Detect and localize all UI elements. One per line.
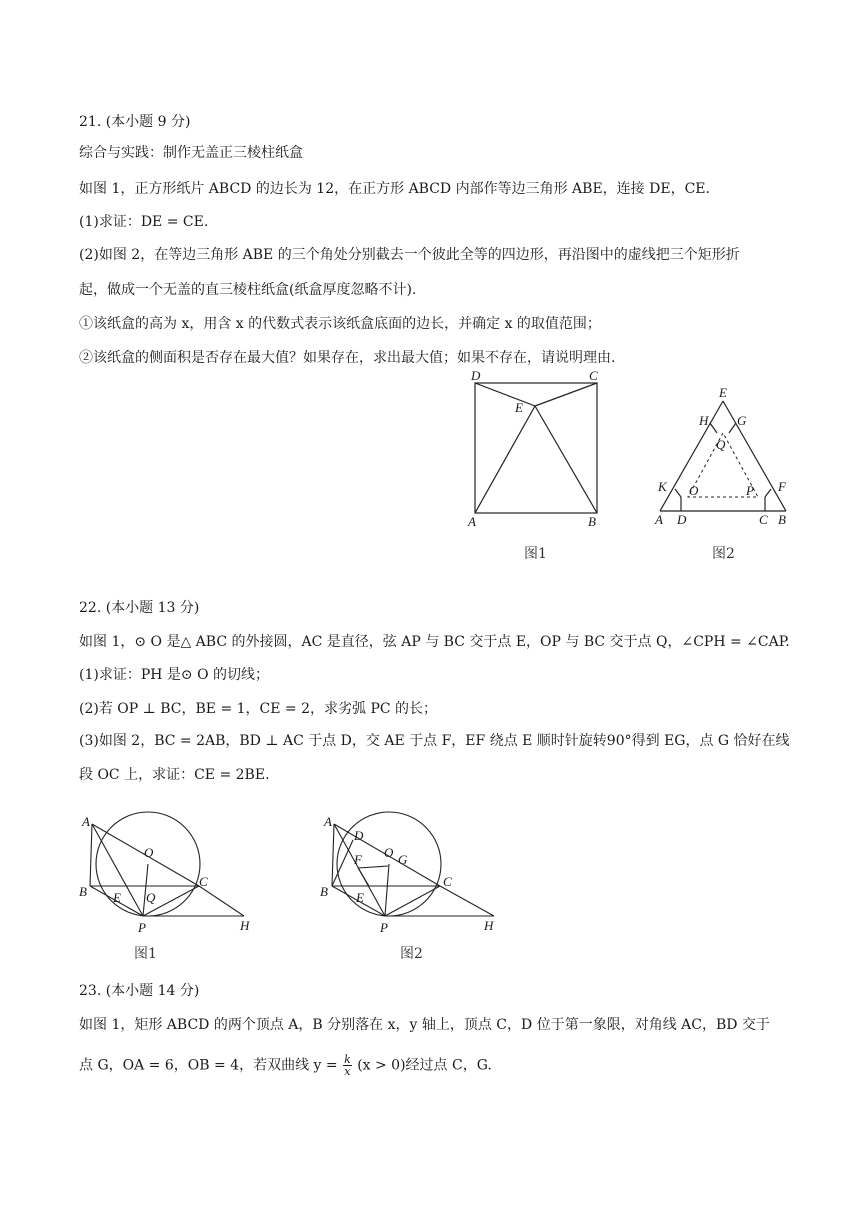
fig1-label-B: B bbox=[588, 514, 596, 529]
q22f2-label-F: F bbox=[354, 852, 362, 867]
q23-header: 23. (本小题 14 分) bbox=[79, 983, 200, 999]
fig2-label-O: O bbox=[689, 483, 699, 498]
q21-figure-2 bbox=[648, 385, 798, 530]
q22f1-label-O: O bbox=[144, 845, 154, 860]
q22f2-label-G: G bbox=[398, 852, 408, 867]
q22f1-label-H: H bbox=[240, 918, 250, 933]
q22f1-label-B: B bbox=[79, 884, 87, 899]
q22-part3-line2: 段 OC 上，求证：CE = 2BE. bbox=[79, 767, 270, 783]
q22-fig1-caption: 图1 bbox=[134, 946, 157, 962]
q21-sub2: ②该纸盒的侧面积是否存在最大值？如果存在，求出最大值；如果不存在，请说明理由. bbox=[79, 350, 616, 366]
fig2-label-B: B bbox=[778, 512, 786, 527]
q22f2-label-C: C bbox=[443, 874, 452, 889]
fig2-label-G: G bbox=[737, 413, 747, 428]
fig2-label-E: E bbox=[719, 385, 727, 400]
q21-part2-line1: (2)如图 2，在等边三角形 ABE 的三个角处分别截去一个彼此全等的四边形，再沿图中的虚线把三个矩形折 bbox=[79, 247, 740, 263]
q21-intro: 如图 1，正方形纸片 ABCD 的边长为 12，在正方形 ABCD 内部作等边三角形 ABE，连接 DE，CE. bbox=[79, 181, 710, 197]
q22f1-label-P: P bbox=[138, 920, 146, 935]
q21-header: 21. (本小题 9 分) bbox=[79, 114, 191, 130]
q23-line2-post: (x > 0)经过点 C，G. bbox=[357, 1057, 492, 1074]
fig1-label-C: C bbox=[589, 368, 598, 383]
q22-part2: (2)若 OP ⊥ BC，BE = 1，CE = 2，求劣弧 PC 的长； bbox=[79, 701, 438, 717]
q22f2-label-E: E bbox=[356, 890, 364, 905]
q21-fig1-caption: 图1 bbox=[524, 546, 547, 562]
q22f2-label-B: B bbox=[320, 884, 328, 899]
q22f1-label-E: E bbox=[113, 890, 121, 905]
fig2-label-Q: Q bbox=[716, 437, 726, 452]
fig2-label-K: K bbox=[658, 479, 667, 494]
q23-fraction bbox=[343, 1054, 352, 1077]
q22f2-label-D: D bbox=[354, 828, 364, 843]
q23-intro: 如图 1，矩形 ABCD 的两个顶点 A，B 分别落在 x，y 轴上，顶点 C，D 位于第一象限，对角线 AC，BD 交于 bbox=[79, 1017, 770, 1033]
fig2-label-F: F bbox=[778, 479, 786, 494]
q23-line2-pre: 点 G，OA = 6，OB = 4，若双曲线 y = bbox=[79, 1057, 338, 1074]
fig1-label-E: E bbox=[515, 400, 523, 415]
fig2-label-D: D bbox=[677, 512, 687, 527]
q21-figure-1 bbox=[460, 368, 620, 533]
q23-line2 bbox=[79, 1054, 492, 1077]
q22-figure-1 bbox=[76, 810, 266, 940]
q22-part3-line1: (3)如图 2，BC = 2AB，BD ⊥ AC 于点 D，交 AE 于点 F，EF 绕点 E 顺时针旋转90°得到 EG，点 G 恰好在线 bbox=[79, 733, 790, 749]
q22f1-label-A: A bbox=[82, 814, 90, 829]
fig2-label-H: H bbox=[699, 413, 709, 428]
q22f1-label-C: C bbox=[199, 874, 208, 889]
q21-part2-line2: 起，做成一个无盖的直三棱柱纸盒(纸盒厚度忽略不计). bbox=[79, 282, 417, 298]
q22-header: 22. (本小题 13 分) bbox=[79, 600, 200, 616]
q21-part1: (1)求证：DE = CE. bbox=[79, 214, 209, 230]
q22f2-label-A: A bbox=[324, 814, 332, 829]
q21-fig2-caption: 图2 bbox=[712, 546, 735, 562]
q23-fraction-numerator: k bbox=[344, 1053, 351, 1066]
fig1-label-A: A bbox=[468, 514, 476, 529]
q22-part1: (1)求证：PH 是⊙ O 的切线； bbox=[79, 667, 270, 683]
q22-fig2-caption: 图2 bbox=[400, 946, 423, 962]
q22f2-label-H: H bbox=[484, 918, 494, 933]
q21-sub1: ①该纸盒的高为 x，用含 x 的代数式表示该纸盒底面的边长，并确定 x 的取值范围； bbox=[79, 316, 601, 332]
q22f1-label-Q: Q bbox=[146, 890, 156, 905]
q22f2-label-O: O bbox=[384, 845, 394, 860]
fig2-label-A: A bbox=[655, 512, 663, 527]
q22f2-label-P: P bbox=[380, 920, 388, 935]
q22-figure-2 bbox=[316, 810, 511, 940]
fig2-label-P: P bbox=[746, 483, 754, 498]
fig1-label-D: D bbox=[471, 368, 481, 383]
q23-fraction-denominator: x bbox=[344, 1065, 351, 1078]
q21-topic: 综合与实践：制作无盖正三棱柱纸盒 bbox=[79, 145, 303, 161]
fig2-label-C: C bbox=[759, 512, 768, 527]
q22-intro: 如图 1，⊙ O 是△ ABC 的外接圆，AC 是直径，弦 AP 与 BC 交于点 E，OP 与 BC 交于点 Q，∠CPH = ∠CAP. bbox=[79, 634, 790, 650]
